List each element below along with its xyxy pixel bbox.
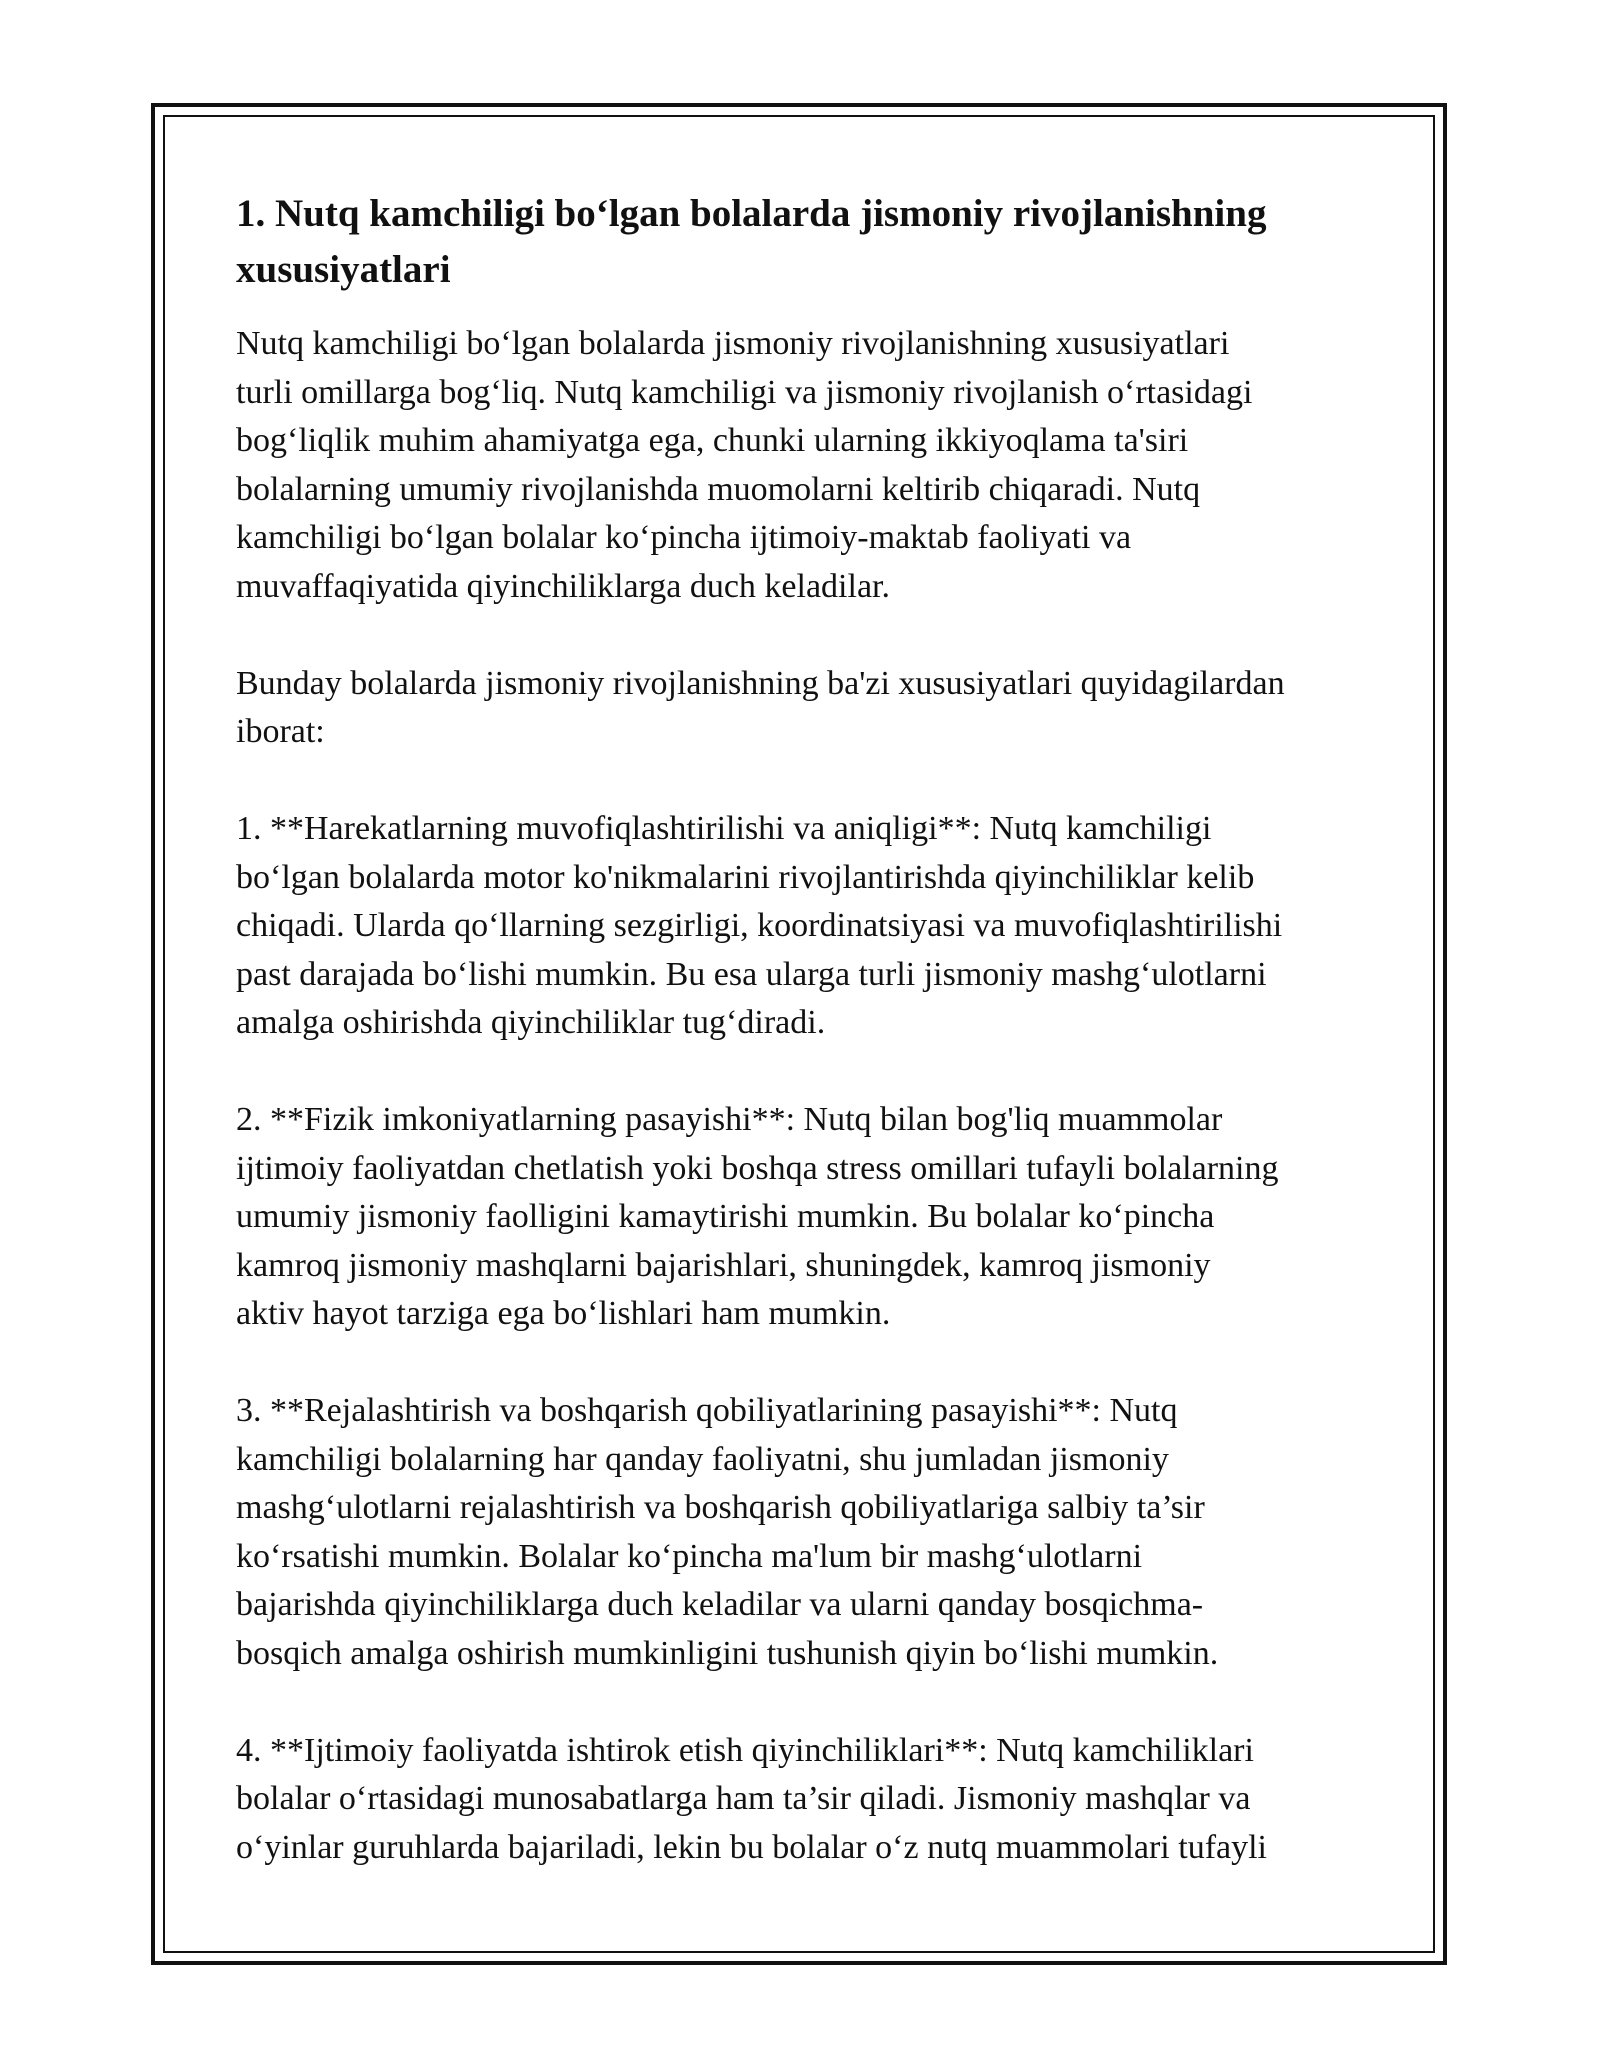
text-line: iborat: [236, 713, 325, 750]
text-line: bajarishda qiyinchiliklarga duch keladilar va ularni qanday bosqichma- [236, 1586, 1204, 1623]
text-line: bolalarning umumiy rivojlanishda muomolarni keltirib chiqaradi. Nutq [236, 470, 1201, 508]
paragraph-intro [236, 320, 1371, 611]
text-line: bo‘lgan bolalarda motor ko'nikmalarini rivojlantirishda qiyinchiliklar kelib [236, 858, 1255, 896]
text-line: 1. **Harekatlarning muvofiqlashtirilishi va aniqligi**: Nutq kamchiligi [236, 810, 1212, 847]
list-item-3 [236, 1387, 1371, 1678]
text-line: kamchiligi bolalarning har qanday faoliyatni, shu jumladan jismoniy [236, 1440, 1169, 1478]
text-line: past darajada bo‘lishi mumkin. Bu esa ularga turli jismoniy mashg‘ulotlarni [236, 955, 1267, 993]
heading-line: xususiyatlari [236, 248, 451, 291]
text-line: turli omillarga bog‘liq. Nutq kamchiligi va jismoniy rivojlanish o‘rtasidagi [236, 373, 1253, 411]
text-line: ijtimoiy faoliyatdan chetlatish yoki boshqa stress omillari tufayli bolalarning [236, 1149, 1279, 1187]
text-line: kamchiligi bo‘lgan bolalar ko‘pincha ijtimoiy-maktab faoliyati va [236, 519, 1132, 556]
text-line: umumiy jismoniy faolligini kamaytirishi mumkin. Bu bolalar ko‘pincha [236, 1198, 1215, 1235]
text-line: 3. **Rejalashtirish va boshqarish qobiliyatlarining pasayishi**: Nutq [236, 1392, 1178, 1429]
text-line: aktiv hayot tarziga ega bo‘lishlari ham mumkin. [236, 1295, 891, 1332]
text-line: o‘yinlar guruhlarda bajariladi, lekin bu bolalar o‘z nutq muammolari tufayli [236, 1828, 1268, 1866]
paragraph-lead-in [236, 660, 1371, 757]
text-line: ko‘rsatishi mumkin. Bolalar ko‘pincha ma'lum bir mashg‘ulotlarni [236, 1537, 1143, 1575]
text-line: 2. **Fizik imkoniyatlarning pasayishi**: Nutq bilan bog'liq muammolar [236, 1101, 1223, 1138]
text-line: muvaffaqiyatida qiyinchiliklarga duch keladilar. [236, 567, 890, 605]
section-heading [236, 186, 1371, 298]
text-line: Bunday bolalarda jismoniy rivojlanishning ba'zi xususiyatlari quyidagilardan [236, 664, 1285, 702]
list-item-1 [236, 805, 1371, 1048]
text-line: Nutq kamchiligi bo‘lgan bolalarda jismoniy rivojlanishning xususiyatlari [236, 325, 1230, 362]
document-body [236, 186, 1371, 1921]
text-line: kamroq jismoniy mashqlarni bajarishlari, shuningdek, kamroq jismoniy [236, 1246, 1211, 1284]
text-line: bolalar o‘rtasidagi munosabatlarga ham ta’sir qiladi. Jismoniy mashqlar va [236, 1780, 1251, 1817]
list-item-2 [236, 1096, 1371, 1339]
heading-line: 1. Nutq kamchiligi bo‘lgan bolalarda jismoniy rivojlanishning [236, 192, 1267, 235]
text-line: chiqadi. Ularda qo‘llarning sezgirligi, koordinatsiyasi va muvofiqlashtirilishi [236, 907, 1283, 944]
text-line: mashg‘ulotlarni rejalashtirish va boshqarish qobiliyatlariga salbiy ta’sir [236, 1489, 1205, 1526]
text-line: bosqich amalga oshirish mumkinligini tushunish qiyin bo‘lishi mumkin. [236, 1634, 1219, 1672]
text-line: 4. **Ijtimoiy faoliyatda ishtirok etish qiyinchiliklari**: Nutq kamchiliklari [236, 1731, 1254, 1769]
text-line: amalga oshirishda qiyinchiliklar tug‘diradi. [236, 1004, 826, 1041]
text-line: bog‘liqlik muhim ahamiyatga ega, chunki ularning ikkiyoqlama ta'siri [236, 422, 1189, 459]
list-item-4 [236, 1727, 1371, 1873]
